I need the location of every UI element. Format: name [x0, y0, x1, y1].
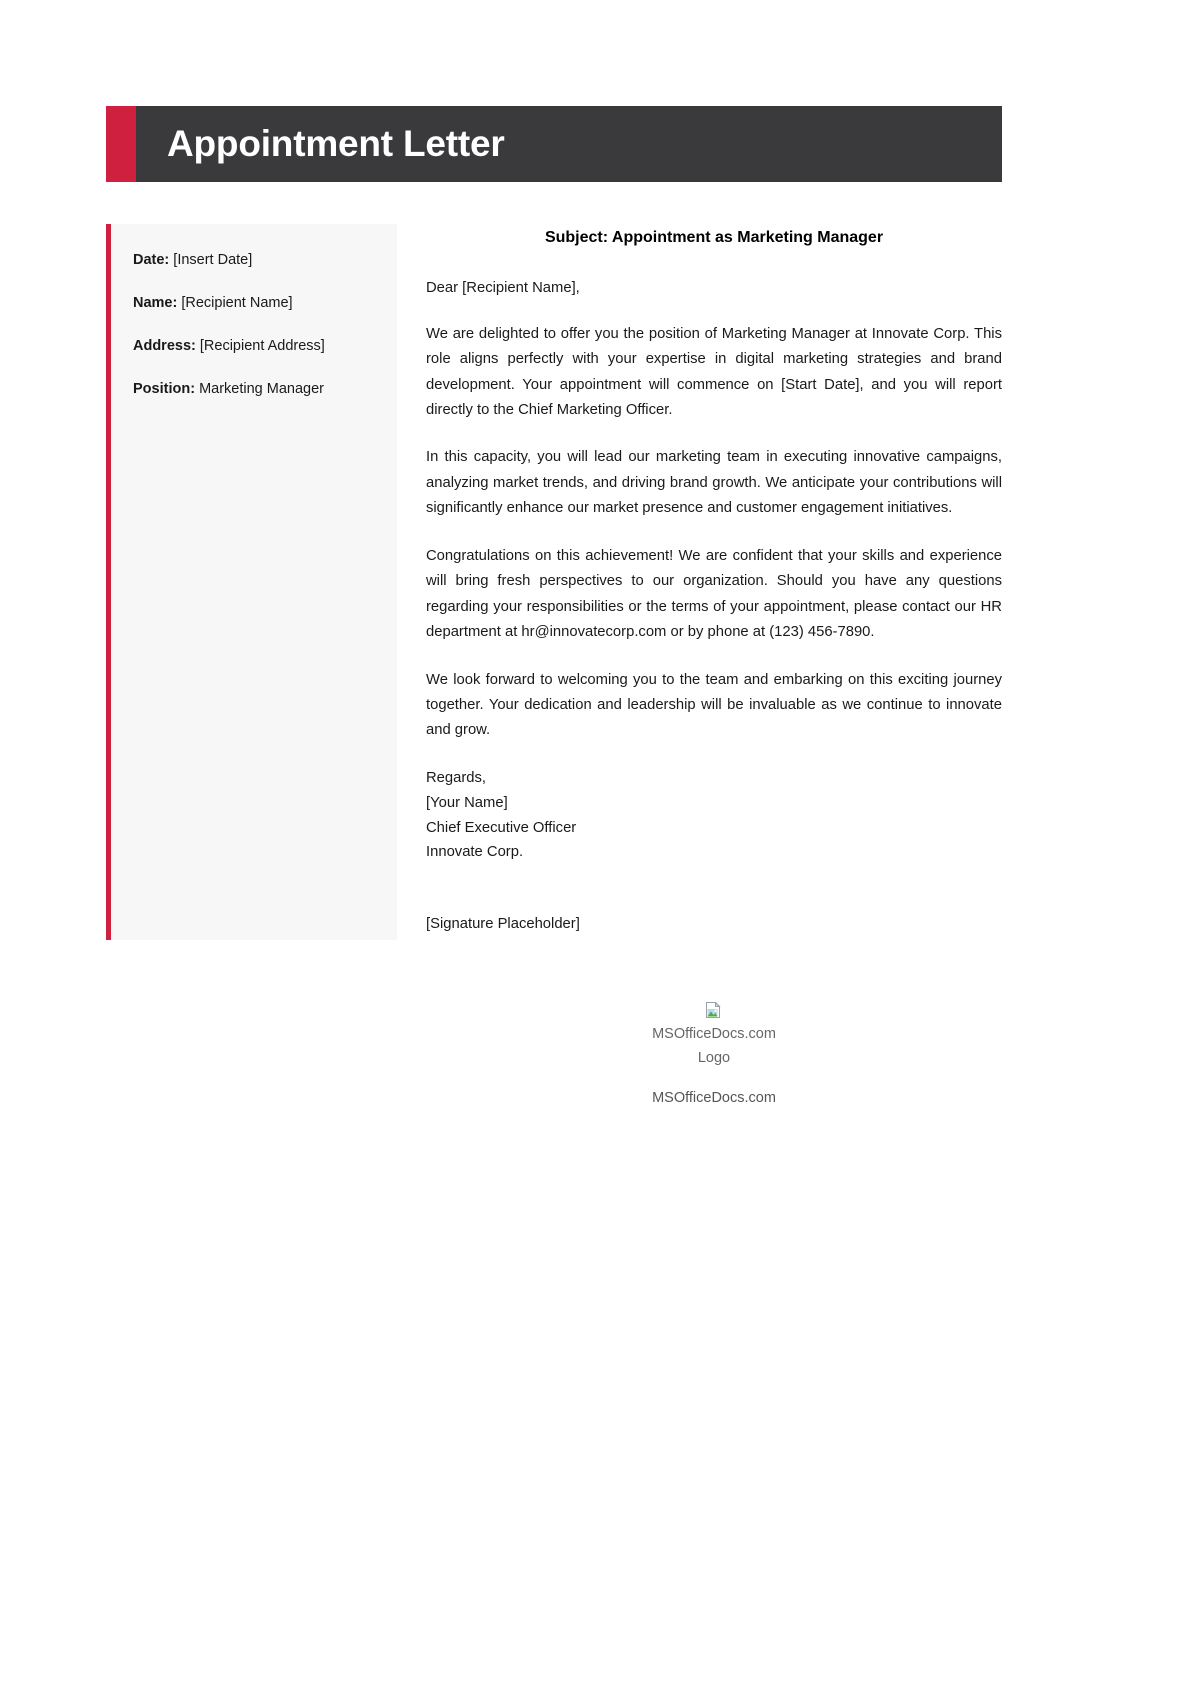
body-paragraph-3: Congratulations on this achievement! We are confident that your skills and experience will bring fresh perspectives to our organization. Should you have any questions regarding your responsibilities or the terms of your appointment, please contact our HR department at hr@innovatecorp.com or by phone at (123) 456-7890.	[426, 547, 1002, 641]
meta-row-name	[133, 293, 379, 314]
signoff-company: Innovate Corp.	[426, 844, 524, 861]
meta-row-position	[133, 379, 379, 400]
signoff-regards: Regards,	[426, 769, 487, 786]
document-footer	[426, 1000, 1002, 1110]
document-header	[106, 106, 1002, 182]
signoff-name: [Your Name]	[426, 794, 508, 811]
sidebar-inner	[111, 224, 397, 400]
body-paragraph-2: In this capacity, you will lead our marketing team in executing innovative campaigns, analyzing market trends, and driving brand growth. We anticipate your contributions will significantly enhance our market presence and customer engagement initiatives.	[426, 449, 1002, 517]
header-accent-stripe	[106, 106, 136, 182]
signature-block	[426, 766, 1002, 865]
meta-label-name: Name:	[133, 295, 178, 312]
body-paragraph-4: We look forward to welcoming you to the team and embarking on this exciting journey together. Your dedication and leadership will be invaluable as we continue to innovate and grow.	[426, 671, 1002, 739]
meta-value-address: [Recipient Address]	[199, 338, 325, 355]
meta-value-name: [Recipient Name]	[181, 295, 293, 312]
meta-row-date	[133, 250, 379, 271]
salutation: Dear [Recipient Name],	[426, 279, 580, 296]
broken-image-icon	[705, 1002, 721, 1018]
meta-row-address	[133, 336, 379, 357]
meta-value-date: [Insert Date]	[173, 252, 253, 268]
meta-label-position: Position:	[133, 381, 196, 398]
letter-body	[426, 224, 1002, 937]
recipient-details-sidebar	[106, 224, 397, 940]
signature-placeholder: [Signature Placeholder]	[426, 916, 580, 933]
body-paragraph-1: We are delighted to offer you the position of Marketing Manager at Innovate Corp. This role aligns perfectly with your expertise in digital marketing strategies and brand development. Your appointment will commence on [Start Date], and you will report directly to the Chief Marketing Officer.	[426, 325, 1002, 419]
meta-label-date: Date:	[133, 252, 170, 268]
footer-caption: MSOfficeDocs.com	[652, 1090, 776, 1107]
header-title-container	[136, 106, 1002, 182]
signoff-title: Chief Executive Officer	[426, 819, 577, 836]
logo-alt-container	[649, 1000, 779, 1070]
page-title: Appointment Letter	[167, 122, 505, 164]
meta-value-position: Marketing Manager	[199, 381, 324, 398]
logo-alt-text: MSOfficeDocs.com Logo	[652, 1026, 776, 1066]
meta-label-address: Address:	[133, 338, 196, 355]
subject-line: Subject: Appointment as Marketing Manager	[544, 229, 884, 246]
